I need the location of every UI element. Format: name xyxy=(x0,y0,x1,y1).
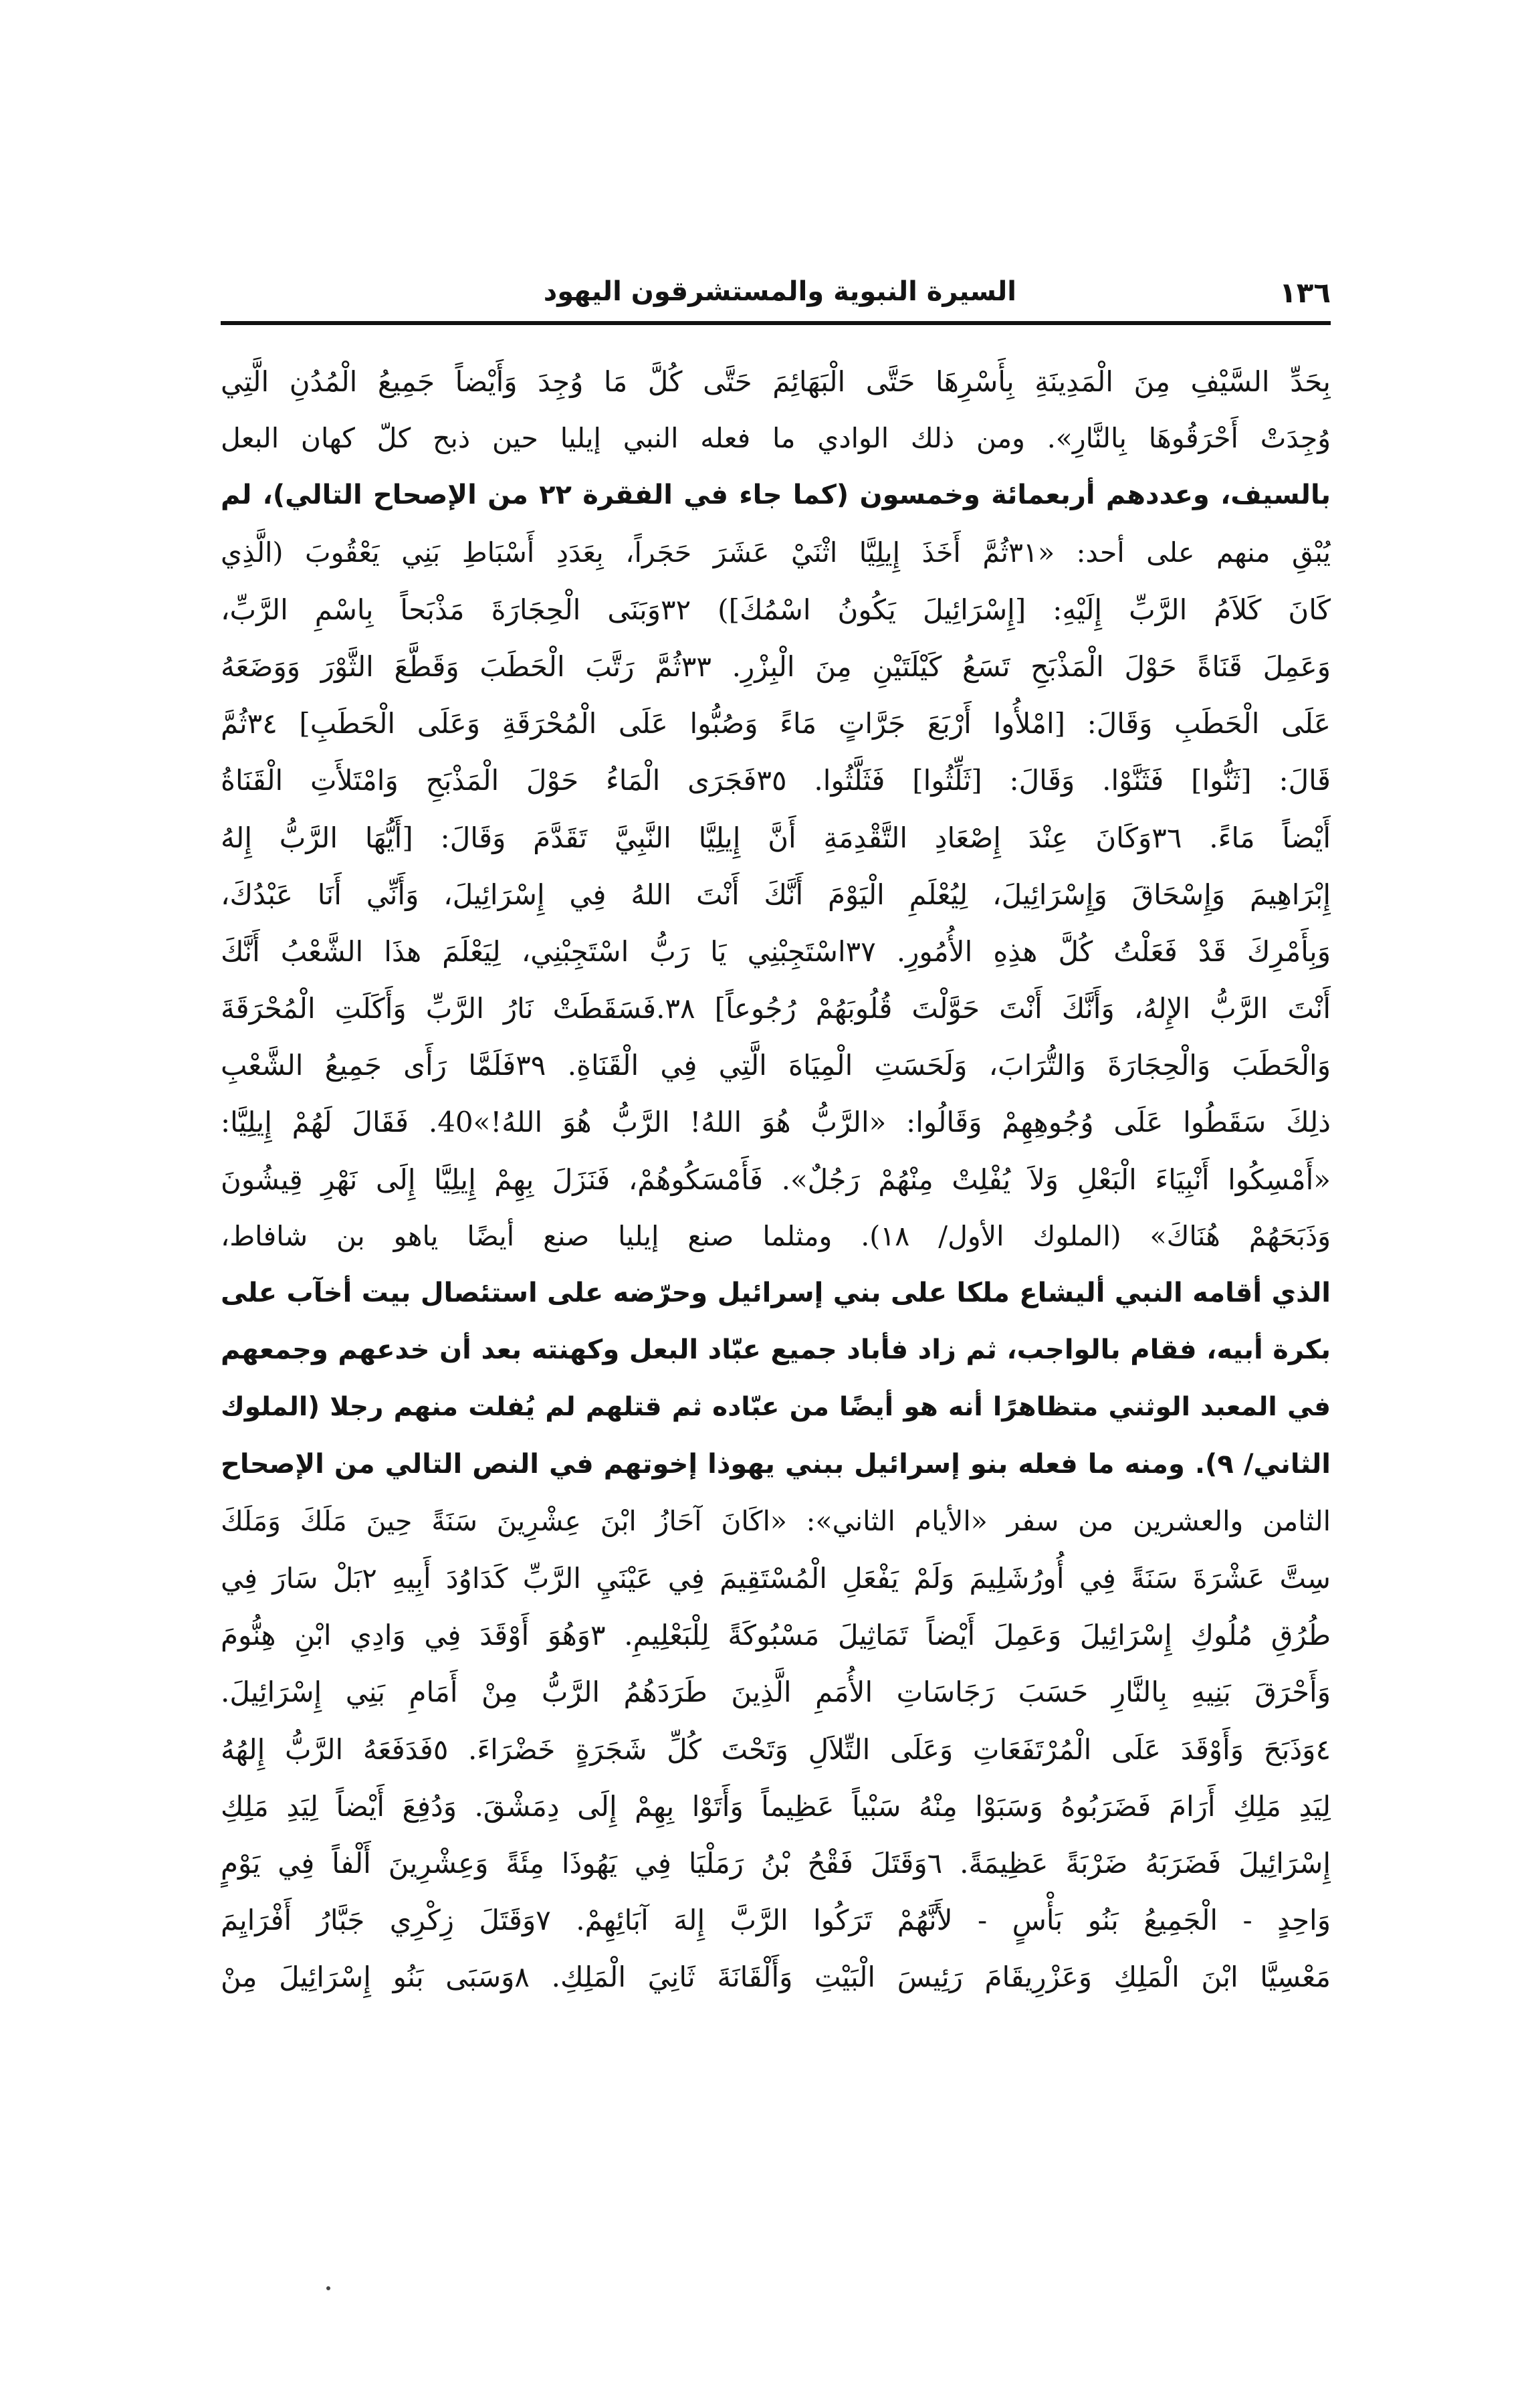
text-line: وُجِدَتْ أَحْرَقُوهَا بِالنَّارِ». ومن ذلك الوادي ما فعله النبي إيليا حين ذبح كلّ كهان البعل xyxy=(221,422,1331,455)
text-line: طُرُقِ مُلُوكِ إِسْرَائِيلَ وَعَمِلَ أَيْضاً تَمَاثِيلَ مَسْبُوكَةً لِلْبَعْلِيمِ. ٣وَهُوَ أَوْقَدَ فِي وَادِي ابْنِ هِنُّومَ xyxy=(221,1619,1331,1652)
text-line: مَعْسِيَّا ابْنَ الْمَلِكِ وَعَزْرِيقَامَ رَئِيسَ الْبَيْتِ وَأَلْقَانَةَ ثَانِيَ الْمَلِكِ. ٨وَسَبَى بَنُو إِسْرَائِيلَ مِنْ xyxy=(221,1961,1331,1994)
text-line: ذلِكَ سَقَطُوا عَلَى وُجُوهِهِمْ وَقَالُوا: «الرَّبُّ هُوَ اللهُ! الرَّبُّ هُوَ اللهُ!»40. فَقَالَ لَهُمْ إِيلِيَّا: xyxy=(221,1106,1331,1139)
text-line: ٤وَذَبَحَ وَأَوْقَدَ عَلَى الْمُرْتَفَعَاتِ وَعَلَى التِّلاَلِ وَتَحْتَ كُلِّ شَجَرَةٍ خَضْرَاءَ. ٥فَدَفَعَهُ الرَّبُّ إِلهُهُ xyxy=(221,1732,1331,1766)
text-line: وَعَمِلَ قَنَاةً حَوْلَ الْمَذْبَحِ تَسَعُ كَيْلَتَيْنِ مِنَ الْبِزْرِ. ٣٣ثُمَّ رَتَّبَ الْحَطَبَ وَقَطَّعَ الثَّوْرَ وَوَضَعَهُ xyxy=(221,649,1331,683)
page-header xyxy=(221,264,1331,324)
stray-ink-mark xyxy=(326,2286,330,2290)
text-line: يُبْقِ منهم على أحد: «٣١ثُمَّ أَخَذَ إِيلِيَّا اثْنَيْ عَشَرَ حَجَراً، بِعَدَدِ أَسْبَاطِ بَنِي يَعْقُوبَ (الَّذِي xyxy=(221,536,1331,569)
body-text xyxy=(221,353,1331,2005)
text-line: لِيَدِ مَلِكِ أَرَامَ فَضَرَبُوهُ وَسَبَوْا مِنْهُ سَبْياً عَظِيماً وَأَتَوْا بِهِمْ إِلَى دِمَشْقَ. وَدُفِعَ أَيْضاً لِيَدِ مَلِكِ xyxy=(221,1789,1331,1823)
text-line: في المعبد الوثني متظاهرًا أنه هو أيضًا من عبّاده ثم قتلهم لم يُفلت منهم رجلا (الملوك xyxy=(221,1392,1331,1423)
header-rule xyxy=(221,321,1331,325)
text-line: وَاحِدٍ - الْجَمِيعُ بَنُو بَأْسٍ - لأَنَّهُمْ تَرَكُوا الرَّبَّ إِلهَ آبَائِهِمْ. ٧وَقَتَلَ زِكْرِي جَبَّارُ أَفْرَايِمَ xyxy=(221,1904,1331,1937)
running-title: السيرة النبوية والمستشرقون اليهود xyxy=(543,276,1016,307)
text-line: «أَمْسِكُوا أَنْبِيَاءَ الْبَعْلِ وَلاَ يُفْلِتْ مِنْهُمْ رَجُلٌ». فَأَمْسَكُوهُمْ، فَنَزَلَ بِهِمْ إِيلِيَّا إِلَى نَهْرِ قِيشُونَ xyxy=(221,1163,1331,1196)
text-line: بِحَدِّ السَّيْفِ مِنَ الْمَدِينَةِ بِأَسْرِهَا حَتَّى الْبَهَائِمَ حَتَّى كُلَّ مَا وُجِدَ وَأَيْضاً جَمِيعُ الْمُدُنِ الَّتِي xyxy=(221,365,1331,398)
text-line: وَأَحْرَقَ بَنِيهِ بِالنَّارِ حَسَبَ رَجَاسَاتِ الأُمَمِ الَّذِينَ طَرَدَهُمُ الرَّبُّ مِنْ أَمَامِ بَنِي إِسْرَائِيلَ. xyxy=(221,1676,1331,1709)
text-line: إِسْرَائِيلَ فَضَرَبَهُ ضَرْبَةً عَظِيمَةً. ٦وَقَتَلَ فَقْحُ بْنُ رَمَلْيَا فِي يَهُوذَا مِئَةً وَعِشْرِينَ أَلْفاً فِي يَوْمٍ xyxy=(221,1846,1331,1880)
text-line: الثامن والعشرين من سفر «الأيام الثاني»: «اكَانَ آحَازُ ابْنَ عِشْرِينَ سَنَةً حِينَ مَلَكَ وَمَلَكَ xyxy=(221,1504,1331,1537)
text-line: بالسيف، وعددهم أربعمائة وخمسون (كما جاء في الفقرة ٢٢ من الإصحاح التالي)، لم xyxy=(221,480,1331,511)
text-line: وَالْحَطَبَ وَالْحِجَارَةَ وَالتُّرَابَ، وَلَحَسَتِ الْمِيَاهَ الَّتِي فِي الْقَنَاةِ. ٣٩فَلَمَّا رَأَى جَمِيعُ الشَّعْبِ xyxy=(221,1049,1331,1082)
text-line: الثاني/ ٩). ومنه ما فعله بنو إسرائيل ببني يهوذا إخوتهم في النص التالي من الإصحاح xyxy=(221,1448,1331,1480)
text-line: إِبْرَاهِيمَ وَإِسْحَاقَ وَإِسْرَائِيلَ، لِيُعْلَمِ الْيَوْمَ أَنَّكَ أَنْتَ اللهُ فِي إِسْرَائِيلَ، وَأَنِّي أَنَا عَبْدُكَ، xyxy=(221,878,1331,911)
text-line: كَانَ كَلاَمُ الرَّبِّ إِلَيْهِ: [إِسْرَائِيلَ يَكُونُ اسْمُكَ]) ٣٢وَبَنَى الْحِجَارَةَ مَذْبَحاً بِاسْمِ الرَّبِّ، xyxy=(221,593,1331,626)
text-line: وَذَبَحَهُمْ هُنَاكَ» (الملوك الأول/ ١٨). ومثلما صنع إيليا صنع أيضًا ياهو بن شافاط، xyxy=(221,1219,1331,1252)
text-line: قَالَ: [ثَنُّوا] فَثَنَّوْا. وَقَالَ: [ثَلِّثُوا] فَثَلَّثُوا. ٣٥فَجَرَى الْمَاءُ حَوْلَ الْمَذْبَحِ وَامْتَلأَتِ الْقَنَاةُ xyxy=(221,764,1331,797)
text-line: وَبِأَمْرِكَ قَدْ فَعَلْتُ كُلَّ هذِهِ الأُمُورِ. ٣٧اسْتَجِبْنِي يَا رَبُّ اسْتَجِبْنِي، لِيَعْلَمَ هذَا الشَّعْبُ أَنَّكَ xyxy=(221,934,1331,968)
text-line: الذي أقامه النبي أليشاع ملكا على بني إسرائيل وحرّضه على استئصال بيت أخآب على xyxy=(221,1278,1331,1308)
text-line: أَنْتَ الرَّبُّ الإِلهُ، وَأَنَّكَ أَنْتَ حَوَّلْتَ قُلُوبَهُمْ رُجُوعاً] ٣٨.فَسَقَطَتْ نَارُ الرَّبِّ وَأَكَلَتِ الْمُحْرَقَةَ xyxy=(221,992,1331,1025)
text-line: أَيْضاً مَاءً. ٣٦وَكَانَ عِنْدَ إِصْعَادِ التَّقْدِمَةِ أَنَّ إِيلِيَّا النَّبِيَّ تَقَدَّمَ وَقَالَ: [أَيُّهَا الرَّبُّ إِلهُ xyxy=(221,821,1331,854)
text-line: عَلَى الْحَطَبِ وَقَالَ: [امْلأُوا أَرْبَعَ جَرَّاتٍ مَاءً وَصُبُّوا عَلَى الْمُحْرَقَةِ وَعَلَى الْحَطَبِ] ٣٤ثُمَّ xyxy=(221,707,1331,740)
text-line: سِتَّ عَشْرَةَ سَنَةً فِي أُورُشَلِيمَ وَلَمْ يَفْعَلِ الْمُسْتَقِيمَ فِي عَيْنَيِ الرَّبِّ كَدَاوُدَ أَبِيهِ ٢بَلْ سَارَ فِي xyxy=(221,1561,1331,1595)
text-line: بكرة أبيه، فقام بالواجب، ثم زاد فأباد جميع عبّاد البعل وكهنته بعد أن خدعهم وجمعهم xyxy=(221,1334,1331,1366)
page-number: ١٣٦ xyxy=(1279,276,1331,309)
